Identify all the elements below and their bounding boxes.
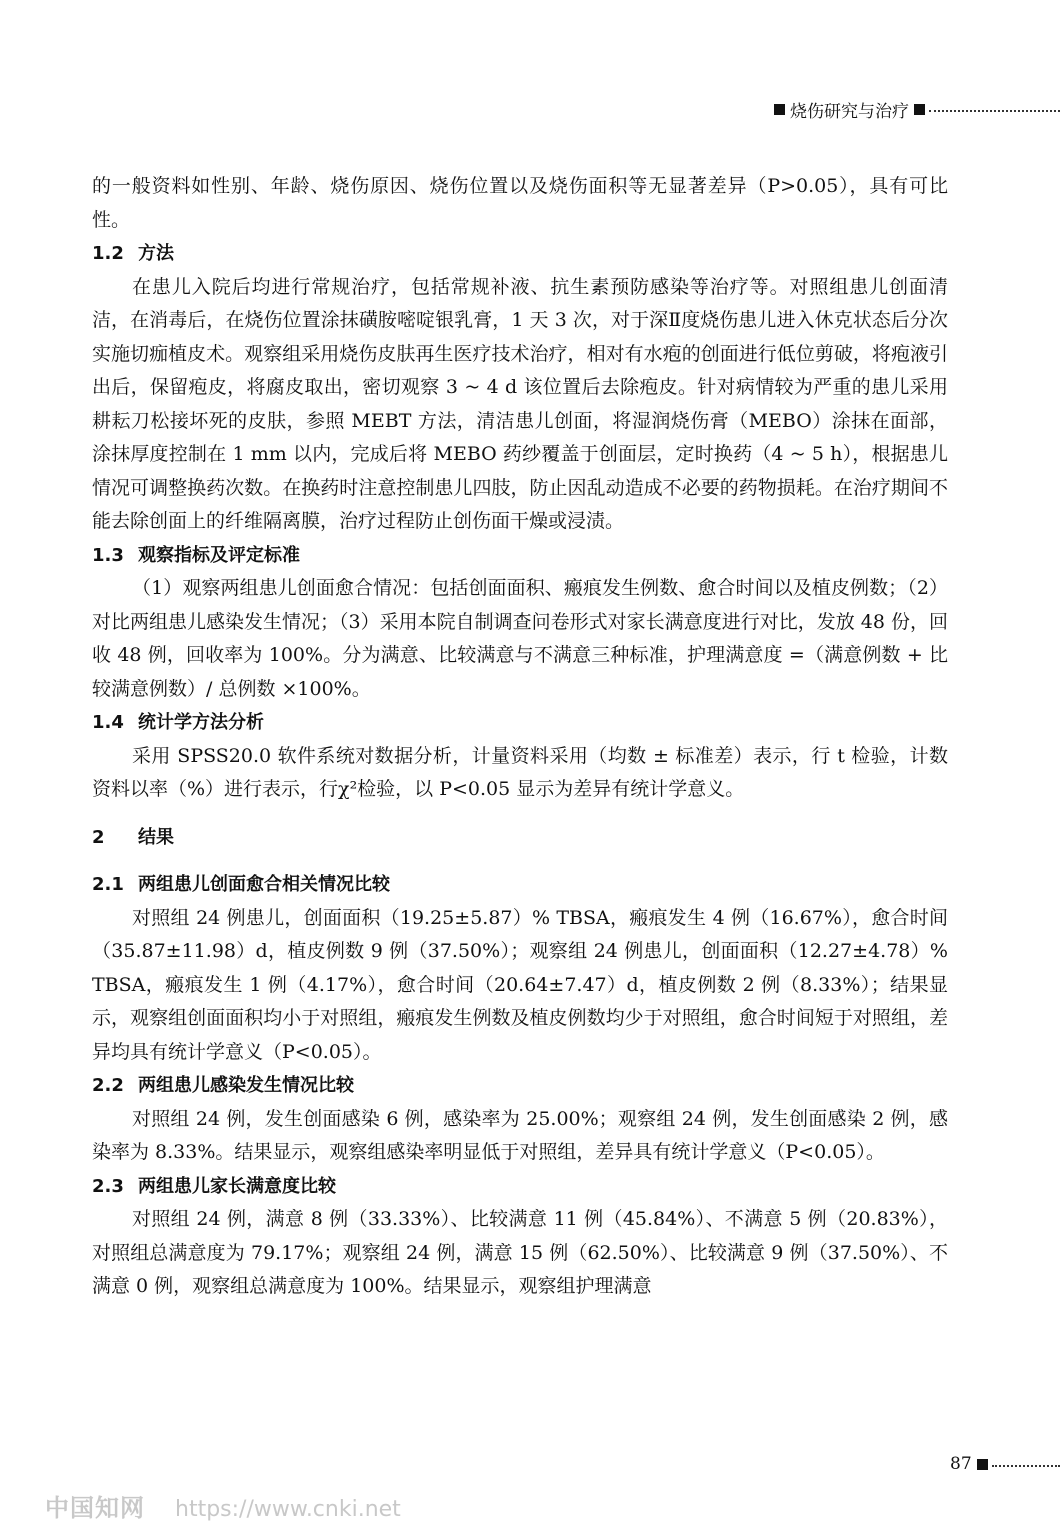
header-square-icon (774, 104, 785, 115)
paragraph-methods: 在患儿入院后均进行常规治疗，包括常规补液、抗生素预防感染等治疗等。对照组患儿创面清洁，在消毒后，在烧伤位置涂抹磺胺嘧啶银乳膏，1 天 3 次，对于深Ⅱ度烧伤患儿进入休克状态后分次实施切痂植皮术。观察组采用烧伤皮肤再生医疗技术治疗，相对有水疱的创面进行低位剪破，将疱液引出后，保留疱皮，将腐皮取出，密切观察 3 ~ 4 d 该位置后去除疱皮。针对病情较为严重的患儿采用耕耘刀松接坏死的皮肤，参照 MEBT 方法，清洁患儿创面，将湿润烧伤膏（MEBO）涂抹在面部，涂抹厚度控制在 1 mm 以内，完成后将 MEBO 药纱覆盖于创面层，定时换药（4 ~ 5 h），根据患儿情况可调整换药次数。在换药时注意控制患儿四肢，防止因乱动造成不必要的药物损耗。在治疗期间不能去除创面上的纤维隔离膜，治疗过程防止创伤面干燥或浸渍。 (92, 275, 948, 532)
footer-square-icon (977, 1459, 988, 1470)
footer-dotted-rule (992, 1465, 1060, 1467)
watermark-logo: 中国知网 (45, 1494, 145, 1522)
section-number: 2.3 (92, 1175, 124, 1197)
section-heading-1-3 (92, 539, 948, 573)
article-body (92, 170, 948, 1304)
section-heading-1-2 (92, 237, 948, 271)
section-number: 2 (92, 826, 105, 848)
section-number: 2.2 (92, 1075, 124, 1096)
header-square-icon (914, 104, 925, 115)
section-title: 结果 (138, 826, 174, 848)
header-dotted-rule (929, 110, 1060, 112)
running-header (774, 98, 1060, 120)
paragraph-healing: 对照组 24 例患儿，创面面积（19.25±5.87）% TBSA，瘢痕发生 4 例（16.67%），愈合时间（35.87±11.98）d，植皮例数 9 例（37.50%）；观察组 24 例患儿，创面面积（12.27±4.78）% TBSA，瘢痕发生 1 例（4.17%），愈合时间（20.64±7.47）d，植皮例数 2 例（8.33%）；结果显示，观察组创面面积均小于对照组，瘢痕发生例数及植皮例数均少于对照组，愈合时间短于对照组，差异均具有统计学意义（P<0.05）。 (92, 906, 948, 1063)
section-title: 观察指标及评定标准 (138, 544, 300, 566)
section-number: 1.2 (92, 243, 124, 264)
section-number: 2.1 (92, 874, 124, 895)
section-heading-2-1 (92, 868, 948, 902)
section-title: 方法 (138, 243, 174, 264)
paragraph-infection: 对照组 24 例，发生创面感染 6 例，感染率为 25.00%；观察组 24 例，发生创面感染 2 例，感染率为 8.33%。结果显示，观察组感染率明显低于对照组，差异具有统计学意义（P<0.05）。 (92, 1107, 948, 1163)
page-footer (950, 1452, 1060, 1476)
paragraph-indicators: （1）观察两组患儿创面愈合情况：包括创面面积、瘢痕发生例数、愈合时间以及植皮例数；（2）对比两组患儿感染发生情况；（3）采用本院自制调查问卷形式对家长满意度进行对比，发放 48 份，回收 48 例，回收率为 100%。分为满意、比较满意与不满意三种标准，护理满意度 =（满意例数 + 比较满意例数）/ 总例数 ×100%。 (92, 577, 948, 700)
section-title: 两组患儿创面愈合相关情况比较 (138, 874, 390, 895)
page-number: 87 (950, 1454, 972, 1474)
section-number: 1.4 (92, 712, 124, 733)
section-heading-1-4 (92, 706, 948, 740)
section-heading-2 (92, 821, 948, 855)
running-title: 烧伤研究与治疗 (790, 101, 909, 122)
watermark-url[interactable]: https://www.cnki.net (175, 1497, 401, 1522)
paragraph-statistics: 采用 SPSS20.0 软件系统对数据分析，计量资料采用（均数 ± 标准差）表示，行 t 检验，计数资料以率（%）进行表示，行χ²检验，以 P<0.05 显示为差异有统计学意义。 (92, 744, 948, 800)
cnki-watermark (45, 1488, 401, 1523)
paragraph-satisfaction: 对照组 24 例，满意 8 例（33.33%）、比较满意 11 例（45.84%）、不满意 5 例（20.83%），对照组总满意度为 79.17%；观察组 24 例，满意 15 例（62.50%）、比较满意 9 例（37.50%）、不满意 0 例，观察组总满意度为 100%。结果显示，观察组护理满意 (92, 1208, 948, 1297)
section-title: 两组患儿感染发生情况比较 (138, 1075, 354, 1096)
section-number: 1.3 (92, 544, 124, 566)
section-title: 两组患儿家长满意度比较 (138, 1175, 336, 1197)
paragraph-intro: 的一般资料如性别、年龄、烧伤原因、烧伤位置以及烧伤面积等无显著差异（P>0.05），具有可比性。 (92, 175, 948, 231)
section-title: 统计学方法分析 (138, 712, 264, 733)
section-heading-2-2 (92, 1069, 948, 1103)
section-heading-2-3 (92, 1170, 948, 1204)
